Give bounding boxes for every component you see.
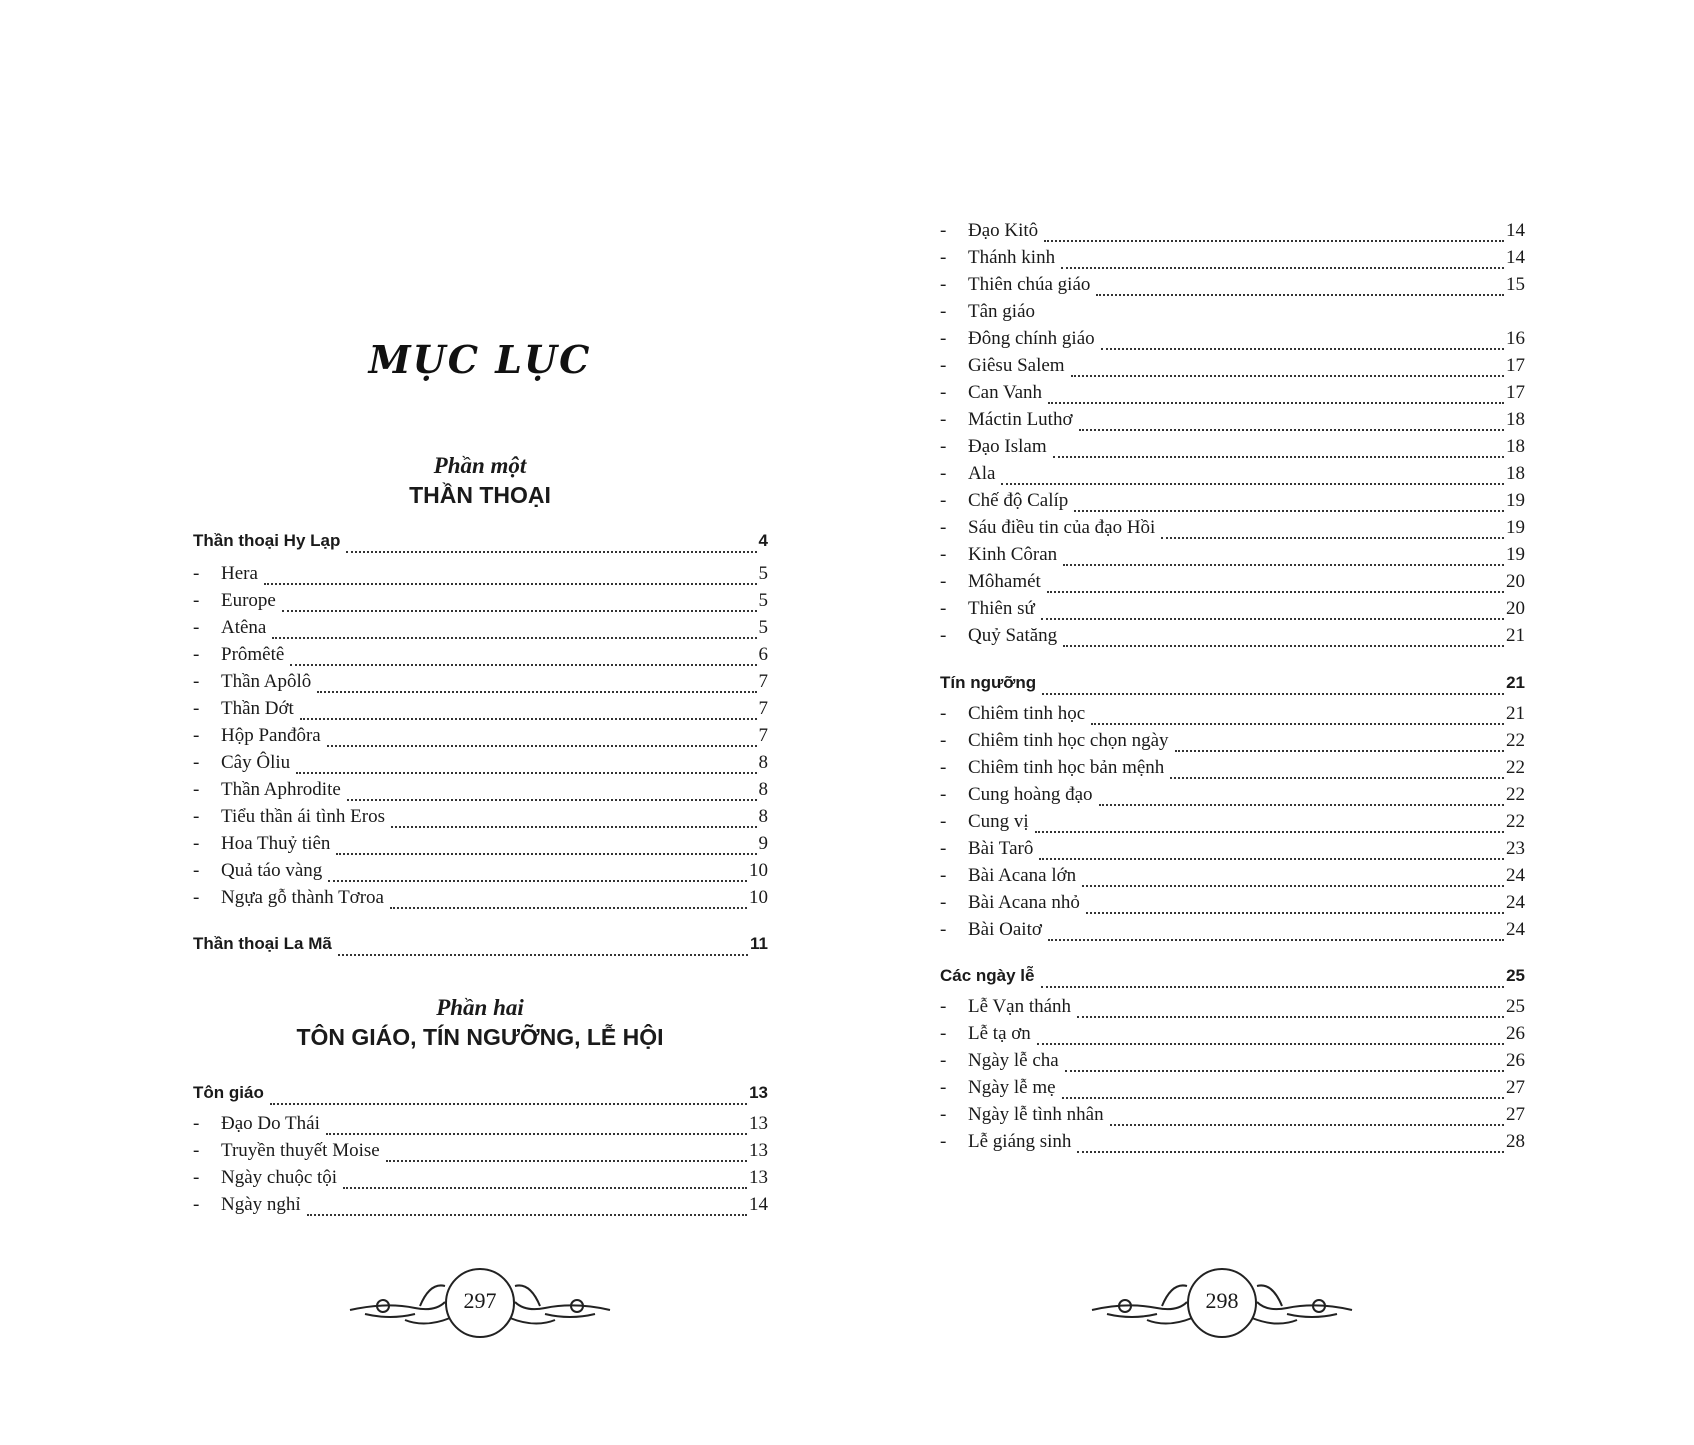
toc-entry-label: Ngựa gỗ thành Tơroa	[221, 887, 384, 908]
toc-dash: -	[940, 892, 947, 913]
toc-entry-label: Đạo Islam	[968, 436, 1047, 457]
toc-entry-label: Máctin Luthơ	[968, 409, 1073, 430]
toc-leader-dots	[296, 772, 756, 774]
toc-dash: -	[940, 328, 947, 349]
toc-dash: -	[940, 490, 947, 511]
toc-page-number: 26	[1506, 1050, 1525, 1071]
toc-dash: -	[193, 806, 200, 827]
toc-item-row	[940, 919, 1525, 946]
toc-leader-dots	[347, 799, 757, 801]
toc-page-number: 21	[1506, 703, 1525, 724]
toc-dash: -	[193, 1194, 200, 1215]
toc-page-number: 7	[758, 671, 768, 692]
toc-item-row	[940, 355, 1525, 382]
toc-page-number: 8	[758, 806, 768, 827]
toc-item-row	[940, 811, 1525, 838]
toc-leader-dots	[1035, 831, 1504, 833]
toc-leader-dots	[326, 1133, 747, 1135]
toc-page-number: 17	[1506, 355, 1525, 376]
toc-page-number: 13	[749, 1083, 768, 1102]
toc-item-row	[193, 752, 768, 779]
toc-item-row	[940, 544, 1525, 571]
toc-page-number: 10	[749, 887, 768, 908]
toc-leader-dots	[390, 907, 747, 909]
toc-item-row	[940, 463, 1525, 490]
toc-entry-label: Ngày lễ cha	[968, 1050, 1059, 1071]
toc-page-number: 5	[758, 617, 768, 638]
toc-entry-label: Prômêtê	[221, 644, 285, 665]
toc-item-row	[940, 1131, 1525, 1158]
toc-leader-dots	[328, 880, 747, 882]
toc-item-row	[193, 833, 768, 860]
toc-entry-label: Môhamét	[968, 571, 1041, 592]
toc-leader-dots	[1037, 1043, 1504, 1045]
toc-dash: -	[940, 274, 947, 295]
toc-entry-label: Đạo Do Thái	[221, 1113, 320, 1134]
toc-dash: -	[193, 1113, 200, 1134]
toc-dash: -	[193, 617, 200, 638]
toc-entry-label: Ala	[968, 463, 996, 484]
toc-leader-dots	[1079, 429, 1505, 431]
toc-leader-dots	[1044, 240, 1504, 242]
toc-dash: -	[193, 644, 200, 665]
toc-dash: -	[193, 833, 200, 854]
toc-item-row	[193, 1113, 768, 1140]
toc-dash: -	[193, 563, 200, 584]
toc-page-number: 7	[758, 698, 768, 719]
toc-dash: -	[940, 703, 947, 724]
toc-page-number: 16	[1506, 328, 1525, 349]
toc-dash: -	[193, 698, 200, 719]
toc-leader-dots	[317, 691, 756, 693]
toc-page-number: 25	[1506, 996, 1525, 1017]
toc-page-number: 13	[749, 1167, 768, 1188]
toc-page-number: 14	[1506, 220, 1525, 241]
toc-entry-label: Ngày chuộc tội	[221, 1167, 338, 1188]
toc-entry-label: Lễ giáng sinh	[968, 1131, 1072, 1152]
toc-item-row	[940, 220, 1525, 247]
toc-dash: -	[940, 919, 947, 940]
toc-item-row	[940, 598, 1525, 625]
toc-page-number: 14	[749, 1194, 768, 1215]
toc-section-row	[940, 673, 1525, 700]
toc-page-number: 25	[1506, 966, 1525, 985]
toc-leader-dots	[1062, 1097, 1504, 1099]
toc-page-number: 27	[1506, 1104, 1525, 1125]
toc-entry-label: Giêsu Salem	[968, 355, 1065, 376]
toc-item-row	[940, 730, 1525, 757]
toc-dash: -	[940, 1050, 947, 1071]
toc-dash: -	[940, 571, 947, 592]
toc-entry-label: Lễ tạ ơn	[968, 1023, 1031, 1044]
toc-leader-dots	[1110, 1124, 1504, 1126]
toc-leader-dots	[1091, 723, 1504, 725]
toc-entry-label: Ngày nghỉ	[221, 1194, 301, 1215]
toc-dash: -	[940, 784, 947, 805]
toc-leader-dots	[1041, 618, 1504, 620]
toc-page-number: 19	[1506, 490, 1525, 511]
toc-dash: -	[940, 1077, 947, 1098]
toc-dash: -	[193, 590, 200, 611]
toc-page-number: 5	[758, 563, 768, 584]
toc-entry-label: Ngày lễ tình nhân	[968, 1104, 1104, 1125]
toc-page-number: 6	[758, 644, 768, 665]
toc-dash: -	[940, 247, 947, 268]
toc-item-row	[940, 571, 1525, 598]
toc-leader-dots	[327, 745, 757, 747]
toc-item-row	[193, 725, 768, 752]
toc-entry-label: Đông chính giáo	[968, 328, 1095, 349]
toc-entry-label: Thần Aphrodite	[221, 779, 341, 800]
toc-page-number: 22	[1506, 757, 1525, 778]
toc-leader-dots	[1061, 267, 1504, 269]
toc-dash: -	[940, 220, 947, 241]
toc-item-row	[940, 409, 1525, 436]
toc-item-row	[193, 698, 768, 725]
toc-dash: -	[940, 838, 947, 859]
toc-page-number: 22	[1506, 730, 1525, 751]
toc-page-number: 13	[749, 1140, 768, 1161]
toc-page-number: 27	[1506, 1077, 1525, 1098]
toc-dash: -	[940, 996, 947, 1017]
toc-page-number: 22	[1506, 811, 1525, 832]
toc-dash: -	[940, 409, 947, 430]
toc-dash: -	[193, 860, 200, 881]
toc-entry-label: Thần thoại La Mã	[193, 934, 332, 953]
toc-item-row	[193, 806, 768, 833]
toc-item-row	[940, 703, 1525, 730]
part-two-title: TÔN GIÁO, TÍN NGƯỠNG, LỄ HỘI	[296, 1024, 664, 1050]
toc-entry-label: Đạo Kitô	[968, 220, 1039, 241]
toc-entry-label: Cung hoàng đạo	[968, 784, 1093, 805]
toc-dash: -	[940, 355, 947, 376]
toc-dash: -	[940, 730, 947, 751]
toc-item-row	[193, 1194, 768, 1221]
toc-leader-dots	[307, 1214, 747, 1216]
toc-leader-dots	[386, 1160, 747, 1162]
toc-item-row	[940, 1023, 1525, 1050]
toc-leader-dots	[346, 551, 756, 553]
toc-page-number: 18	[1506, 409, 1525, 430]
toc-leader-dots	[1077, 1016, 1504, 1018]
toc-dash: -	[940, 811, 947, 832]
toc-entry-label: Thần Dớt	[221, 698, 294, 719]
toc-entry-label: Các ngày lễ	[940, 966, 1035, 985]
toc-page-number: 8	[758, 752, 768, 773]
toc-entry-label: Tín ngưỡng	[940, 673, 1037, 692]
toc-leader-dots	[1048, 939, 1504, 941]
toc-page-number: 23	[1506, 838, 1525, 859]
toc-item-row	[193, 1140, 768, 1167]
toc-dash: -	[193, 1140, 200, 1161]
toc-leader-dots	[1170, 777, 1504, 779]
toc-item-row	[940, 301, 1525, 328]
toc-page-number: 21	[1506, 625, 1525, 646]
toc-section-row	[193, 934, 768, 961]
toc-page-number: 18	[1506, 463, 1525, 484]
toc-dash: -	[940, 1131, 947, 1152]
toc-page-number: 26	[1506, 1023, 1525, 1044]
toc-entry-label: Kinh Côran	[968, 544, 1058, 565]
toc-page-number: 24	[1506, 892, 1525, 913]
toc-item-row	[940, 838, 1525, 865]
part-two-label: Phần hai	[436, 995, 524, 1020]
toc-dash: -	[940, 598, 947, 619]
toc-page-number: 20	[1506, 598, 1525, 619]
toc-item-row	[940, 436, 1525, 463]
toc-leader-dots	[1039, 858, 1504, 860]
toc-entry-label: Tôn giáo	[193, 1083, 264, 1102]
toc-item-row	[940, 1104, 1525, 1131]
toc-entry-label: Chiêm tinh học bản mệnh	[968, 757, 1165, 778]
toc-section-row	[193, 531, 768, 558]
toc-leader-dots	[1047, 591, 1504, 593]
toc-page-number: 22	[1506, 784, 1525, 805]
toc-dash: -	[193, 671, 200, 692]
toc-entry-label: Thiên sứ	[968, 598, 1035, 619]
toc-dash: -	[940, 301, 947, 322]
toc-entry-label: Truyền thuyết Moise	[221, 1140, 380, 1161]
toc-dash: -	[193, 887, 200, 908]
toc-item-row	[193, 779, 768, 806]
toc-leader-dots	[1096, 294, 1504, 296]
toc-leader-dots	[1063, 564, 1504, 566]
toc-dash: -	[193, 779, 200, 800]
toc-item-row	[193, 887, 768, 914]
toc-entry-label: Hoa Thuỷ tiên	[221, 833, 331, 854]
toc-item-row	[940, 784, 1525, 811]
toc-entry-label: Quả táo vàng	[221, 860, 323, 881]
toc-leader-dots	[1101, 348, 1504, 350]
toc-item-row	[193, 617, 768, 644]
toc-item-row	[940, 247, 1525, 274]
toc-leader-dots	[270, 1103, 747, 1105]
part-one-label: Phần một	[433, 453, 527, 478]
toc-leader-dots	[290, 664, 756, 666]
toc-item-row	[940, 328, 1525, 355]
toc-item-row	[940, 517, 1525, 544]
toc-dash: -	[940, 1104, 947, 1125]
toc-entry-label: Thần Apôlô	[221, 671, 312, 692]
toc-dash: -	[940, 865, 947, 886]
toc-entry-label: Hộp Panđôra	[221, 725, 321, 746]
toc-page-number: 5	[758, 590, 768, 611]
toc-entry-label: Chiêm tinh học chọn ngày	[968, 730, 1169, 751]
page-title: MỤC LỤC	[368, 337, 592, 382]
toc-item-row	[940, 757, 1525, 784]
toc-entry-label: Ngày lễ mẹ	[968, 1077, 1056, 1098]
toc-item-row	[193, 860, 768, 887]
toc-page-number: 21	[1506, 673, 1525, 692]
toc-leader-dots	[336, 853, 756, 855]
toc-dash: -	[940, 382, 947, 403]
toc-leader-dots	[1001, 483, 1504, 485]
toc-entry-label: Quỷ Satăng	[968, 625, 1058, 646]
toc-entry-label: Bài Acana nhỏ	[968, 892, 1080, 913]
toc-entry-label: Atêna	[221, 617, 267, 638]
toc-leader-dots	[1175, 750, 1504, 752]
toc-item-row	[193, 563, 768, 590]
toc-entry-label: Bài Tarô	[968, 838, 1034, 859]
toc-dash: -	[193, 725, 200, 746]
toc-item-row	[940, 865, 1525, 892]
toc-leader-dots	[300, 718, 757, 720]
toc-section-row	[193, 1083, 768, 1110]
toc-entry-label: Bài Acana lớn	[968, 865, 1077, 886]
toc-entry-label: Chiêm tinh học	[968, 703, 1086, 724]
toc-entry-label: Sáu điều tin của đạo Hồi	[968, 517, 1156, 538]
toc-item-row	[940, 1050, 1525, 1077]
toc-page-number: 11	[750, 934, 768, 953]
toc-leader-dots	[1086, 912, 1504, 914]
right-page	[847, 0, 1694, 1445]
toc-page-number: 4	[758, 531, 768, 550]
toc-entry-label: Thần thoại Hy Lạp	[193, 531, 341, 550]
page-number: 298	[1187, 1268, 1257, 1338]
toc-leader-dots	[338, 954, 748, 956]
toc-page-number: 19	[1506, 544, 1525, 565]
toc-dash: -	[940, 463, 947, 484]
toc-dash: -	[940, 544, 947, 565]
toc-item-row	[940, 996, 1525, 1023]
toc-item-row	[940, 1077, 1525, 1104]
toc-dash: -	[193, 752, 200, 773]
toc-entry-label: Tiểu thần ái tình Eros	[221, 806, 385, 827]
toc-leader-dots	[1048, 402, 1504, 404]
toc-item-row	[940, 490, 1525, 517]
toc-leader-dots	[1074, 510, 1504, 512]
page-number: 297	[445, 1268, 515, 1338]
toc-leader-dots	[282, 610, 757, 612]
toc-item-row	[193, 1167, 768, 1194]
toc-item-row	[940, 625, 1525, 652]
toc-entry-label: Can Vanh	[968, 382, 1043, 403]
toc-entry-label: Chế độ Calíp	[968, 490, 1069, 511]
toc-entry-label: Thánh kinh	[968, 247, 1056, 268]
toc-section-row	[940, 966, 1525, 993]
toc-item-row	[193, 671, 768, 698]
toc-dash: -	[940, 757, 947, 778]
toc-page-number: 24	[1506, 865, 1525, 886]
toc-entry-label: Hera	[221, 563, 258, 584]
toc-leader-dots	[1071, 375, 1504, 377]
toc-entry-label: Cung vị	[968, 811, 1029, 832]
toc-dash: -	[940, 625, 947, 646]
toc-page-number: 20	[1506, 571, 1525, 592]
toc-entry-label: Lễ Vạn thánh	[968, 996, 1072, 1017]
toc-item-row	[940, 382, 1525, 409]
toc-page-number: 19	[1506, 517, 1525, 538]
toc-dash: -	[940, 436, 947, 457]
toc-entry-label: Cây Ôliu	[221, 752, 291, 773]
toc-page-number: 13	[749, 1113, 768, 1134]
toc-page-number: 17	[1506, 382, 1525, 403]
toc-entry-label: Europe	[221, 590, 276, 611]
toc-page-number: 9	[758, 833, 768, 854]
toc-item-row	[193, 590, 768, 617]
toc-leader-dots	[343, 1187, 747, 1189]
toc-leader-dots	[1042, 693, 1504, 695]
toc-leader-dots	[1041, 986, 1505, 988]
toc-item-row	[193, 644, 768, 671]
toc-leader-dots	[264, 583, 757, 585]
toc-page-number: 10	[749, 860, 768, 881]
toc-leader-dots	[1077, 1151, 1504, 1153]
toc-leader-dots	[272, 637, 756, 639]
toc-leader-dots	[1082, 885, 1504, 887]
toc-item-row	[940, 274, 1525, 301]
page-number-ornament	[1087, 1262, 1357, 1342]
toc-page-number: 7	[758, 725, 768, 746]
toc-page-number: 15	[1506, 274, 1525, 295]
part-one-title: THẦN THOẠI	[409, 482, 551, 508]
toc-leader-dots	[1099, 804, 1504, 806]
toc-page-number: 8	[758, 779, 768, 800]
toc-leader-dots	[391, 826, 757, 828]
toc-page-number: 24	[1506, 919, 1525, 940]
toc-entry-label: Bài Oaitơ	[968, 919, 1042, 940]
toc-page-number: 18	[1506, 436, 1525, 457]
toc-leader-dots	[1053, 456, 1504, 458]
page-number-ornament	[345, 1262, 615, 1342]
toc-item-row	[940, 892, 1525, 919]
toc-leader-dots	[1063, 645, 1504, 647]
toc-page-number: 14	[1506, 247, 1525, 268]
toc-dash: -	[193, 1167, 200, 1188]
toc-leader-dots	[1065, 1070, 1504, 1072]
toc-entry-label: Tân giáo	[968, 301, 1036, 322]
toc-page-number: 28	[1506, 1131, 1525, 1152]
toc-dash: -	[940, 1023, 947, 1044]
toc-dash: -	[940, 517, 947, 538]
toc-leader-dots	[1161, 537, 1504, 539]
toc-entry-label: Thiên chúa giáo	[968, 274, 1091, 295]
